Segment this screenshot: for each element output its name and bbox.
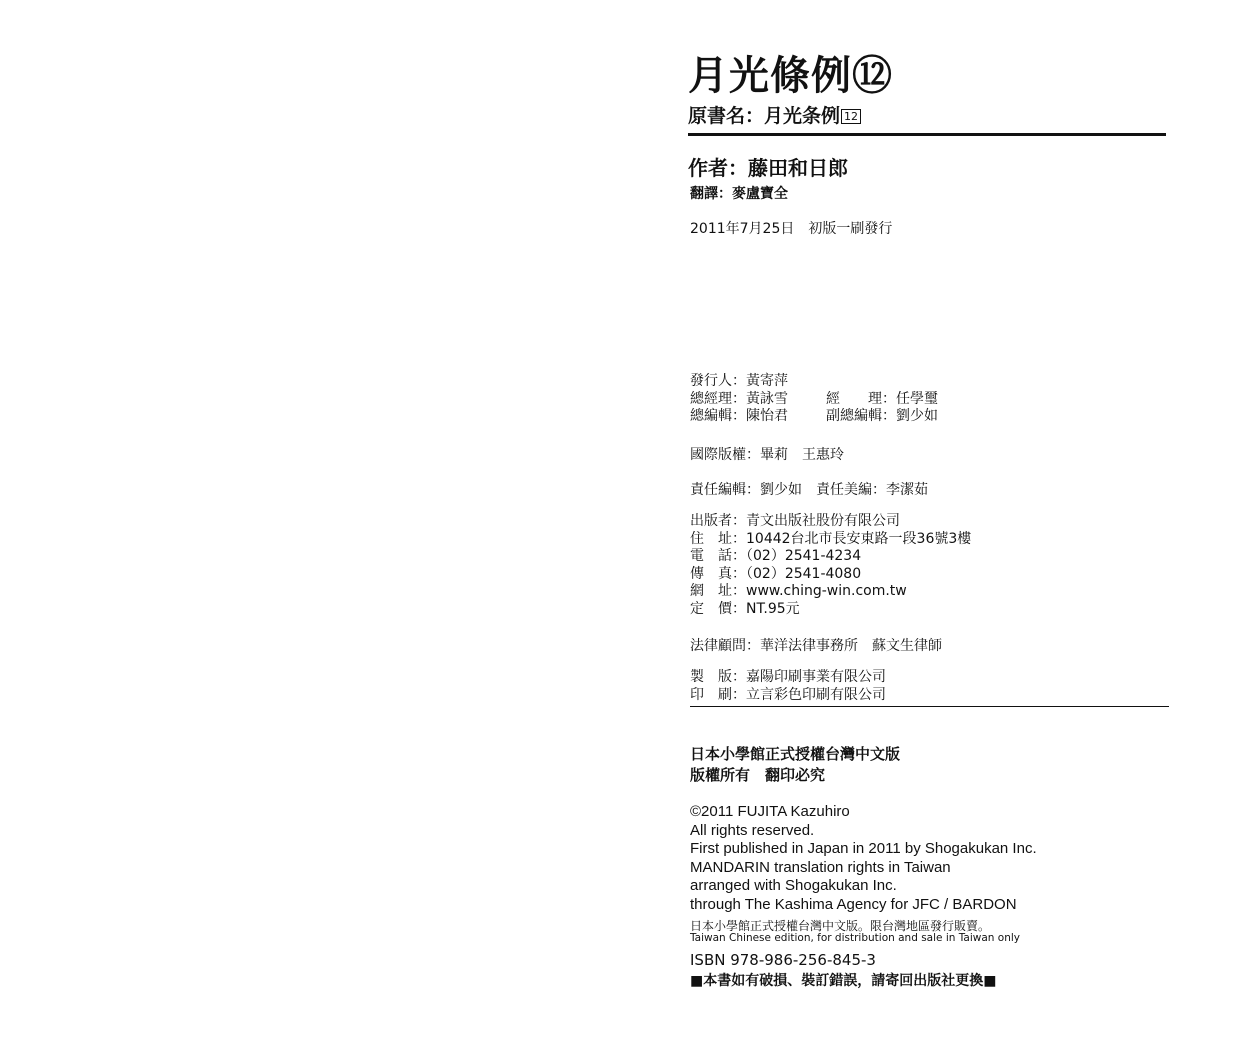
- english-credits: [690, 803, 1037, 915]
- arranged-with: arranged with Shogakukan Inc.: [690, 877, 897, 895]
- legal-counsel: 法律顧問：華洋法律事務所 蘇文生律師: [690, 638, 942, 654]
- original-title-label: 原書名：月光条例: [688, 105, 841, 127]
- section-divider: [690, 706, 1169, 707]
- production-info: [690, 669, 886, 704]
- authorization-statement: 日本小學館正式授權台灣中文版: [690, 745, 901, 763]
- agency-line: through The Kashima Agency for JFC / BARDON: [690, 895, 1017, 913]
- printing: 印 刷：立言彩色印刷有限公司: [690, 686, 886, 703]
- publisher-info: [690, 513, 971, 618]
- distribution-en: Taiwan Chinese edition, for distribution and sale in Taiwan only: [690, 932, 1020, 944]
- damage-notice: ■本書如有破損、裝訂錯誤，請寄回出版社更換■: [690, 973, 997, 989]
- volume-number-box: 12: [841, 109, 861, 124]
- editor-in-chief: 總編輯：陳怡君: [690, 408, 788, 424]
- book-title: 月光條例⑫: [688, 53, 893, 99]
- publisher-person: 發行人：黃寄萍: [690, 373, 788, 389]
- translator-credit: 翻譯：麥盧寶全: [690, 186, 788, 202]
- book-price: 定 價：NT.95元: [690, 600, 800, 617]
- publisher-address: 住 址：10442台北市長安東路一段36號3樓: [690, 530, 972, 547]
- original-title: [688, 101, 861, 128]
- translation-rights: MANDARIN translation rights in Taiwan: [690, 858, 951, 876]
- publisher-name: 出版者：青文出版社股份有限公司: [690, 513, 900, 529]
- distribution-zh: 日本小學館正式授權台灣中文版。限台灣地區發行販賣。: [690, 919, 991, 933]
- publisher-fax: 傳 真：（02）2541-4080: [690, 565, 862, 582]
- rights-reserved: All rights reserved.: [690, 821, 815, 839]
- staff-table: [690, 373, 938, 426]
- publisher-phone: 電 話：（02）2541-4234: [690, 548, 862, 564]
- release-date: 2011年7月25日 初版一刷發行: [690, 221, 893, 237]
- copyright-notice-zh: 版權所有 翻印必究: [690, 766, 826, 784]
- international-rights: 國際版權：畢莉 王惠玲: [690, 447, 844, 463]
- isbn: ISBN 978-986-256-845-3: [690, 951, 876, 969]
- copyright-line: ©2011 FUJITA Kazuhiro: [690, 803, 850, 820]
- plate-making: 製 版：嘉陽印刷事業有限公司: [690, 669, 886, 685]
- deputy-editor: 副總編輯：劉少如: [826, 408, 938, 424]
- manager: 經 理：任學璽: [826, 390, 938, 407]
- general-manager: 總經理：黃詠雪: [690, 390, 788, 407]
- title-divider: [688, 133, 1166, 136]
- authorization-block: [690, 744, 900, 786]
- first-published: First published in Japan in 2011 by Shogakukan Inc.: [690, 840, 1037, 858]
- author-credit: 作者：藤田和日郎: [688, 156, 848, 180]
- publisher-website: 網 址：www.ching-win.com.tw: [690, 583, 907, 599]
- responsible-editors: 責任編輯：劉少如 責任美編：李潔茹: [690, 482, 928, 498]
